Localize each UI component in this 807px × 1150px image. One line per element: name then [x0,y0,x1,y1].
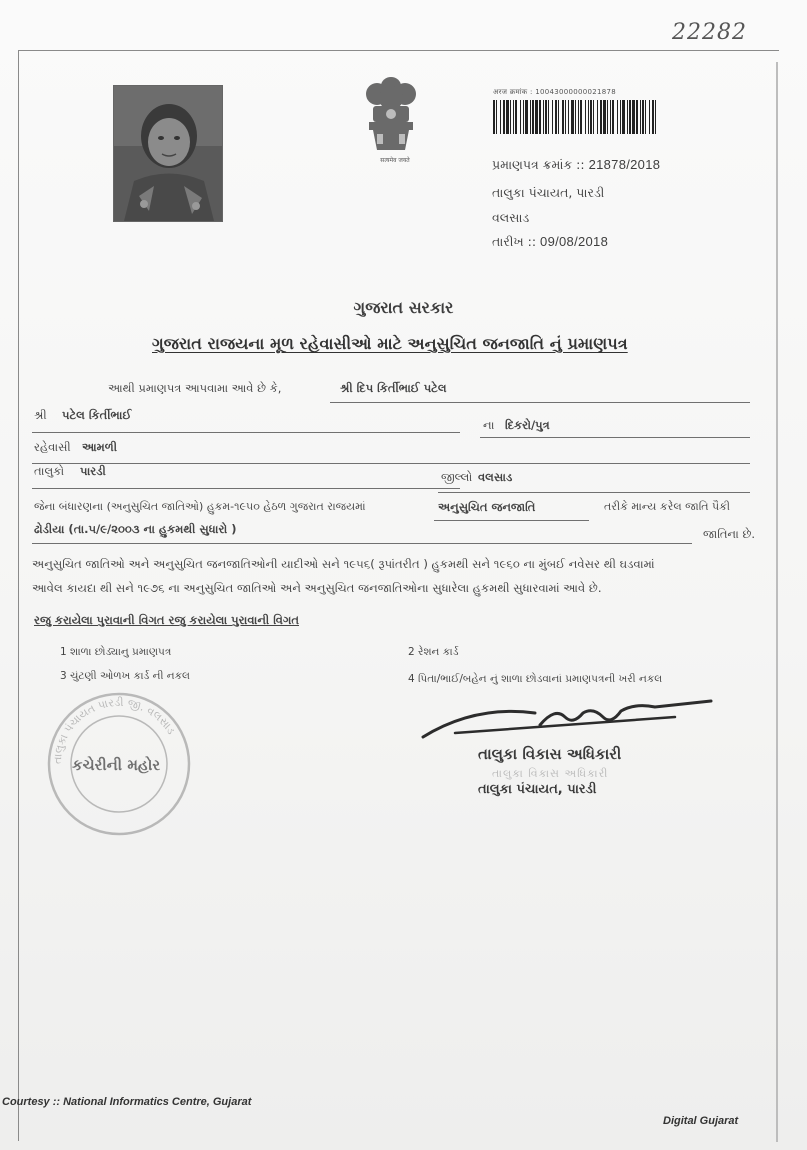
applicant-name: શ્રી દિપ કિર્તીભાઈ પટેલ [340,381,447,395]
footer-courtesy: Courtesy :: National Informatics Centre, Gujarat [2,1096,252,1108]
category-line [434,520,589,521]
government-heading: ગુજરાત સરકાર [353,298,454,317]
national-emblem-icon [355,72,427,160]
signatory-office: તાલુકા પંચાયત, પારડી [478,782,597,797]
legal-paragraph-line-1: અનુસુચિત જાતિઓ અને અનુસુચિત જનજાતિઓની યાદીઓ સને ૧૯૫૬( રૂપાંતરીત ) હુકમથી સને ૧૯૬૦ ના મુંબઈ નવેસર થી ઘડવામાં [32,557,655,571]
svg-text:તાલુકા પંચાયત પારડી જી. વલસાડ: તાલુકા પંચાયત પારડી જી. વલસાડ [50,695,178,765]
evidence-heading: રજુ કરાયેલા પુરાવાની વિગત રજુ કરાયેલા પુરાવાની વિગત [34,613,299,627]
relation-prefix: ના [483,418,495,432]
taluka-label: તાલુકો [34,464,65,478]
certificate-title: ગુજરાત રાજયના મૂળ રહેવાસીઓ માટે અનુસુચિત જનજાતિ નું પ્રમાણપત્ર [152,334,628,353]
district-value: વલસાડ [478,470,513,484]
category-value: અનુસુચિત જનજાતિ [438,500,536,514]
district-line [438,492,750,493]
caste-value: ઢોડીયા (તા.૫/૯/૨૦૦૩ ના હુકમથી સુધારો ) [34,522,237,536]
handwritten-number: 22282 [672,20,747,45]
caste-suffix: જાતિના છે. [703,527,756,541]
certificate-date-label: તારીખ :: [492,234,537,249]
legal-paragraph-line-2: આવેલ કાયદા થી સને ૧૯૭૬ ના અનુસુચિત જાતિઓ અને અનુસુચિત જનજાતિઓના સુધારેલા હુકમથી સુધારવામાં આવે છે. [32,581,602,595]
recognized-text: તરીકે માન્ય કરેલ જાતિ પૈકી [604,500,731,513]
barcode-icon [491,100,659,134]
signatory-title: તાલુકા વિકાસ અધિકારી [478,745,622,763]
shri-label: શ્રી [34,408,47,422]
emblem-motto: सत्यमेव जयते [380,157,410,164]
order-text: જેના બંધારણના (અનુસુચિત જાતિઓ) હુકમ-૧૯૫૦ હેઠળ ગુજરાત રાજયમાં [34,500,366,513]
resident-line [32,463,750,464]
certificate-number-label: પ્રમાણપત્ર ક્રમાંક :: [492,157,585,172]
issuing-district: વલસાડ [492,210,530,225]
issuing-office: તાલુકા પંચાયત, પારડી [492,185,605,200]
certificate-date [492,234,608,250]
taluka-value: પારડી [80,464,106,478]
certificate-date-value: 09/08/2018 [540,234,609,249]
signatory-stamp: તાલુકા વિકાસ અધિકારી [492,767,609,780]
barcode-caption: अरज क्रमांक : 10043000000021878 [493,88,617,96]
evidence-item-3: 3 ચુંટણી ઓળખ કાર્ડ ની નકલ [60,670,190,682]
applicant-photo [113,85,223,222]
relation-value: દિકરો/પુત્ર [505,418,550,432]
legal-paragraph [32,552,762,600]
resident-value: આમળી [82,440,118,454]
parent-name-line [32,432,460,433]
caste-line [32,543,692,544]
intro-text: આથી પ્રમાણપત્ર આપવામા આવે છે કે, [108,381,282,395]
certificate-number [492,157,660,173]
footer-brand: Digital Gujarat [663,1115,739,1127]
seal-center-text: કચેરીની મહોર [72,756,161,774]
relation-line [480,437,750,438]
evidence-item-2: 2 રેશન કાર્ડ [408,646,459,658]
evidence-item-1: 1 શાળા છોડ્યાનુ પ્રમાણપત્ર [60,646,172,658]
district-label: જીલ્લો [441,470,473,484]
resident-label: રહેવાસી [34,440,71,454]
certificate-number-value: 21878/2018 [588,157,661,172]
applicant-name-line [330,402,750,403]
taluka-line [32,488,460,489]
page-border-right [776,62,778,1142]
parent-name: પટેલ કિર્તીભાઈ [62,408,132,422]
evidence-item-4: 4 પિતા/ભાઈ/બહેન નું શાળા છોડવાનાં પ્રમાણપત્રની ખરી નકલ [408,673,663,685]
